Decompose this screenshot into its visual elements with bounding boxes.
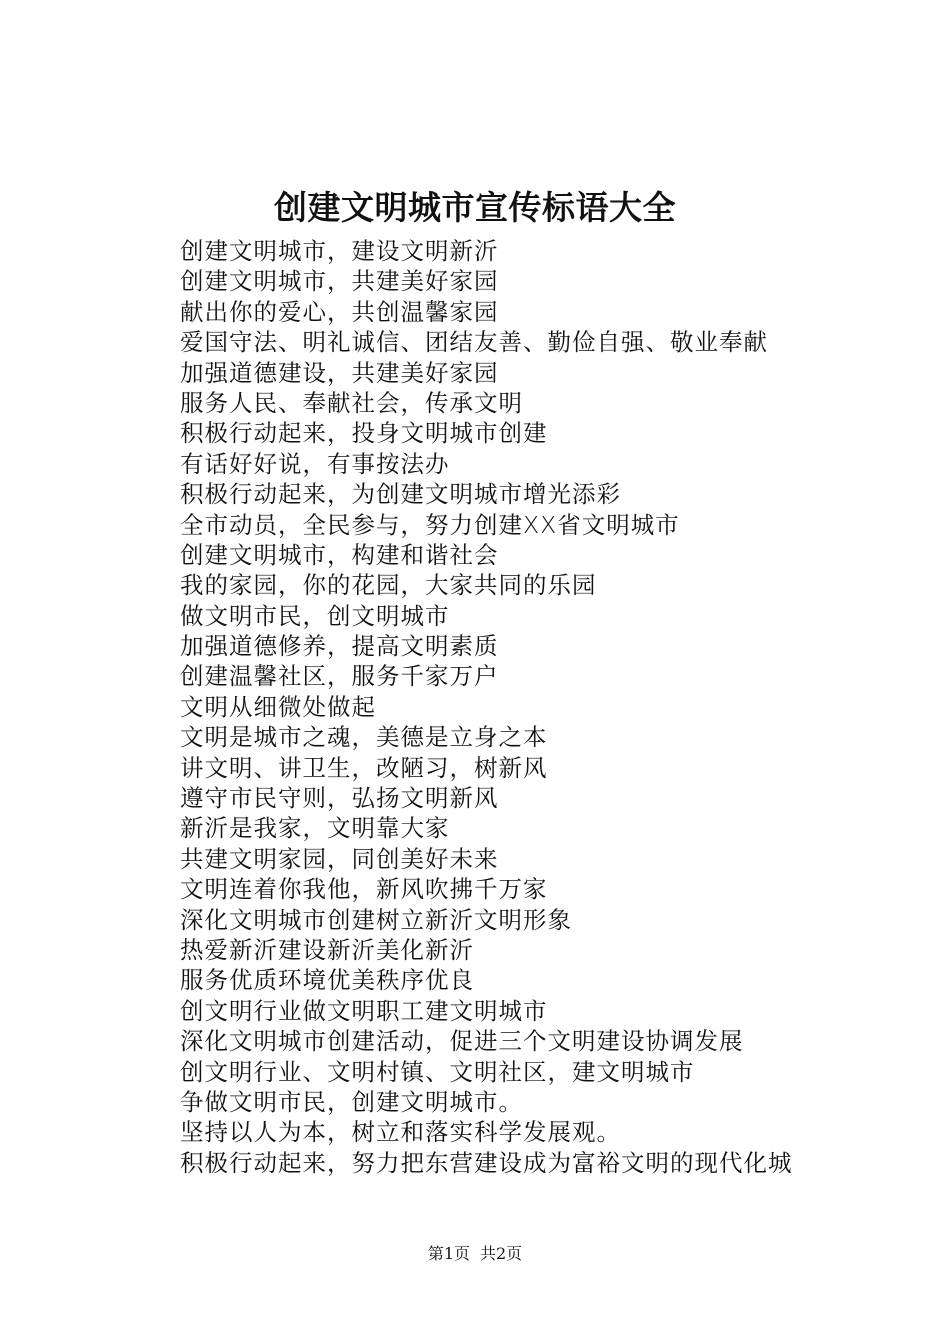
slogan-line: 文明是城市之魂，美德是立身之本 xyxy=(180,723,548,752)
slogan-line: 创建温馨社区，服务千家万户 xyxy=(180,662,499,691)
slogan-line: 服务人民、奉献社会，传承文明 xyxy=(180,388,523,417)
page-footer xyxy=(0,1243,950,1265)
slogan-line: 全市动员，全民参与，努力创建XX省文明城市 xyxy=(180,510,680,539)
slogan-line: 创文明行业做文明职工建文明城市 xyxy=(180,996,548,1025)
document-title: 创建文明城市宣传标语大全 xyxy=(274,188,676,227)
slogan-line: 热爱新沂建设新沂美化新沂 xyxy=(180,935,474,964)
slogan-line: 深化文明城市创建活动，促进三个文明建设协调发展 xyxy=(180,1027,744,1056)
slogan-line: 服务优质环境优美秩序优良 xyxy=(180,966,474,995)
slogan-line: 有话好好说，有事按法办 xyxy=(180,449,450,478)
slogan-line: 深化文明城市创建树立新沂文明形象 xyxy=(180,905,572,934)
page-number-current: 第1页 xyxy=(427,1244,470,1263)
slogan-line: 我的家园，你的花园，大家共同的乐园 xyxy=(180,571,597,600)
slogan-line: 坚持以人为本，树立和落实科学发展观。 xyxy=(180,1118,621,1147)
slogan-line: 积极行动起来，为创建文明城市增光添彩 xyxy=(180,480,621,509)
slogan-line: 创建文明城市，共建美好家园 xyxy=(180,267,499,296)
slogan-line: 创建文明城市，建设文明新沂 xyxy=(180,237,499,265)
slogan-line: 献出你的爱心，共创温馨家园 xyxy=(180,297,499,326)
slogan-line: 积极行动起来，投身文明城市创建 xyxy=(180,419,548,448)
slogan-line: 加强道德建设，共建美好家园 xyxy=(180,358,499,387)
slogan-line: 共建文明家园，同创美好未来 xyxy=(180,844,499,873)
slogan-line: 积极行动起来，努力把东营建设成为富裕文明的现代化城 xyxy=(180,1148,793,1177)
slogan-line: 文明从细微处做起 xyxy=(180,692,376,721)
slogan-line: 遵守市民守则，弘扬文明新风 xyxy=(180,784,499,813)
slogan-line: 加强道德修养，提高文明素质 xyxy=(180,632,499,661)
slogan-list xyxy=(180,236,880,1178)
slogan-line: 文明连着你我他，新风吹拂千万家 xyxy=(180,875,548,904)
slogan-line: 创文明行业、文明村镇、文明社区，建文明城市 xyxy=(180,1057,695,1086)
slogan-line: 爱国守法、明礼诚信、团结友善、勤俭自强、敬业奉献 xyxy=(180,328,768,357)
page-number-total: 共2页 xyxy=(480,1244,523,1263)
slogan-line: 争做文明市民，创建文明城市。 xyxy=(180,1087,523,1116)
slogan-line: 新沂是我家，文明靠大家 xyxy=(180,814,450,843)
slogan-line: 做文明市民，创文明城市 xyxy=(180,601,450,630)
slogan-line: 讲文明、讲卫生，改陋习，树新风 xyxy=(180,753,548,782)
slogan-line: 创建文明城市，构建和谐社会 xyxy=(180,540,499,569)
